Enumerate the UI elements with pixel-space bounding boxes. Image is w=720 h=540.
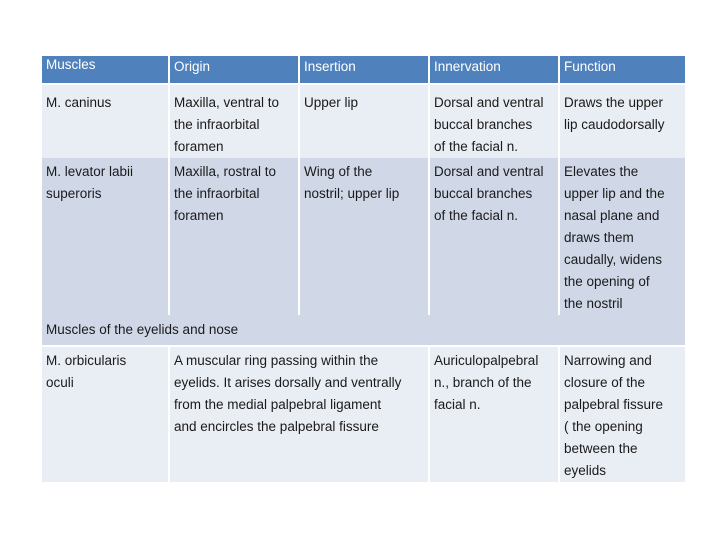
insertion-cell bbox=[300, 158, 428, 315]
insertion-text: Upper lip bbox=[304, 95, 359, 110]
table-row bbox=[42, 158, 685, 315]
innervation-text: Dorsal and ventral buccal branches of the facial n. bbox=[434, 95, 544, 154]
function-cell bbox=[560, 85, 685, 158]
origin-insertion-text: A muscular ring passing within the eyelids. It arises dorsally and ventrally from the medial palpebral ligament and encircles the palpebral fissure bbox=[174, 353, 402, 434]
origin-insertion-cell bbox=[170, 347, 428, 482]
origin-text: Maxilla, rostral to the infraorbital foramen bbox=[174, 164, 277, 223]
innervation-text: Auriculopalpebral n., branch of the facial n. bbox=[434, 353, 539, 412]
section-row bbox=[42, 315, 685, 345]
innervation-cell bbox=[430, 85, 558, 158]
header-muscles: Muscles bbox=[42, 56, 168, 85]
header-function: Function bbox=[560, 56, 685, 85]
header-insertion: Insertion bbox=[300, 56, 428, 85]
muscle-name: M. levator labii superoris bbox=[46, 164, 134, 201]
insertion-cell bbox=[300, 85, 428, 158]
function-cell bbox=[560, 347, 685, 482]
muscle-cell bbox=[42, 158, 168, 315]
function-text: Narrowing and closure of the palpebral fissure ( the opening between the eyelids bbox=[564, 353, 664, 478]
muscle-cell bbox=[42, 85, 168, 158]
origin-text: Maxilla, ventral to the infraorbital foramen bbox=[174, 95, 280, 154]
innervation-cell bbox=[430, 158, 558, 315]
function-cell bbox=[560, 158, 685, 315]
origin-cell bbox=[170, 85, 298, 158]
header-innervation: Innervation bbox=[430, 56, 558, 85]
innervation-text: Dorsal and ventral buccal branches of the facial n. bbox=[434, 164, 544, 223]
table-row bbox=[42, 85, 685, 158]
section-cell bbox=[42, 315, 685, 345]
innervation-cell bbox=[430, 347, 558, 482]
header-origin: Origin bbox=[170, 56, 298, 85]
muscles-table bbox=[40, 56, 687, 482]
insertion-text: Wing of the nostril; upper lip bbox=[304, 164, 400, 201]
muscle-cell bbox=[42, 347, 168, 482]
muscle-name: M. caninus bbox=[46, 95, 112, 110]
table-row bbox=[42, 347, 685, 482]
function-text: Draws the upper lip caudodorsally bbox=[564, 95, 665, 132]
function-text: Elevates the upper lip and the nasal plane and draws them caudally, widens the opening of the nostril bbox=[564, 164, 665, 311]
header-row bbox=[42, 56, 685, 85]
section-title: Muscles of the eyelids and nose bbox=[46, 322, 239, 337]
origin-cell bbox=[170, 158, 298, 315]
muscle-name: M. orbicularis oculi bbox=[46, 353, 127, 390]
